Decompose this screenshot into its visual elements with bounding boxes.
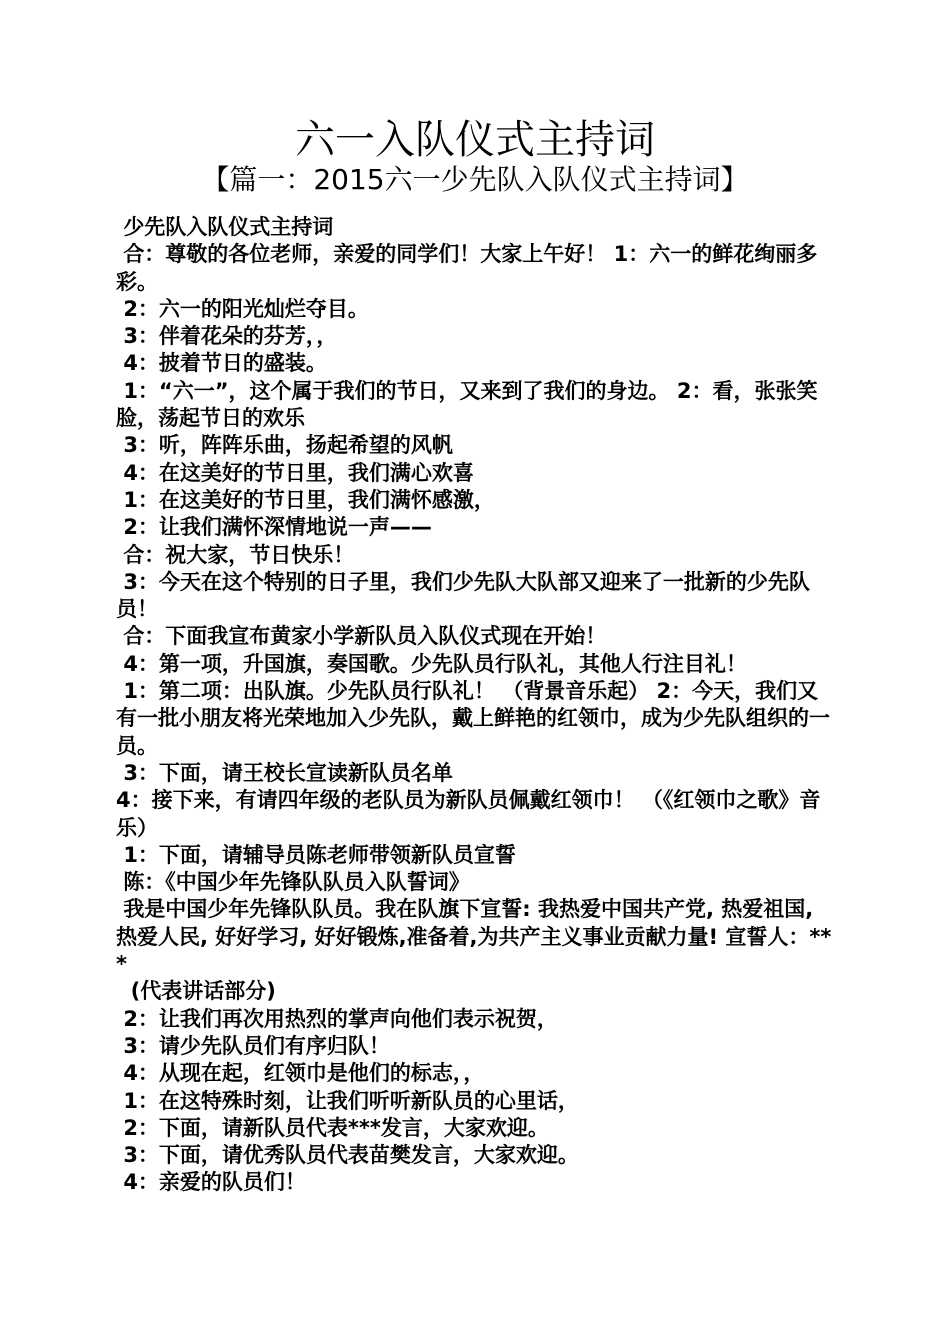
body-paragraph: 3：伴着花朵的芬芳，， <box>116 324 338 349</box>
body-paragraph: 4：披着节日的盛装。 <box>116 351 327 376</box>
body-paragraph: 3：下面，请优秀队员代表苗樊发言，大家欢迎。 <box>116 1143 579 1168</box>
body-paragraph: 3：下面，请王校长宣读新队员名单 <box>116 760 453 785</box>
body-paragraph: 4：接下来，有请四年级的老队员为新队员佩戴红领巾！ （《红领巾之歌》音乐） <box>116 788 821 840</box>
body-paragraph: 1：下面，请辅导员陈老师带领新队员宣誓 <box>116 842 516 867</box>
body-paragraph: 少先队入队仪式主持词 <box>116 215 334 239</box>
body-paragraph: 4：在这美好的节日里，我们满心欢喜 <box>116 460 474 485</box>
body-paragraph: 2：六一的阳光灿烂夺目。 <box>116 296 369 321</box>
body-paragraph: 1：在这特殊时刻，让我们听听新队员的心里话， <box>116 1088 579 1113</box>
body-paragraph: 1：“六一”，这个属于我们的节日，又来到了我们的身边。 2：看，张张笑脸，荡起节日的欢乐 <box>116 378 818 431</box>
body-paragraph: 3：听，阵阵乐曲，扬起希望的风帆 <box>116 433 453 458</box>
body-paragraph: 3：今天在这个特别的日子里，我们少先队大队部又迎来了一批新的少先队员！ <box>116 569 810 622</box>
body-paragraph: 4：从现在起，红领巾是他们的标志，， <box>116 1061 485 1086</box>
body-paragraph: 2：下面，请新队员代表***发言，大家欢迎。 <box>116 1115 549 1140</box>
body-paragraph: 4：第一项，升国旗，奏国歌。少先队员行队礼，其他人行注目礼！ <box>116 651 747 676</box>
body-paragraph: 2：让我们再次用热烈的掌声向他们表示祝贺， <box>116 1006 558 1031</box>
body-paragraph: 合：祝大家，节日快乐！ <box>116 542 355 567</box>
body-paragraph: (代表讲话部分) <box>116 979 276 1004</box>
body-paragraph: 合：尊敬的各位老师，亲爱的同学们！大家上午好！ 1：六一的鲜花绚丽多彩。 <box>116 242 818 294</box>
body-paragraph: 1：在这美好的节日里，我们满怀感激， <box>116 487 495 512</box>
body-paragraph: 我是中国少年先锋队队员。我在队旗下宣誓: 我热爱中国共产党, 热爱祖国, 热爱人民, 好好学习, 好好锻炼,准备着,为共产主义事业贡献力量! 宣誓人：*** <box>116 897 832 977</box>
body-paragraph: 4：亲爱的队员们！ <box>116 1170 306 1195</box>
body-paragraph: 合：下面我宣布黄家小学新队员入队仪式现在开始！ <box>116 624 607 649</box>
document-subtitle: 【篇一：2015六一少先队入队仪式主持词】 <box>201 163 749 196</box>
body-paragraph: 2：让我们满怀深情地说一声—— <box>116 515 432 540</box>
body-paragraph: 3：请少先队员们有序归队！ <box>116 1033 390 1058</box>
document-body <box>116 214 836 1197</box>
body-paragraph: 陈：《中国少年先锋队队员入队誓词》 <box>116 870 470 895</box>
document-title: 六一入队仪式主持词 <box>295 117 655 163</box>
body-paragraph: 1：第二项：出队旗。少先队员行队礼！ （背景音乐起） 2：今天，我们又有一批小朋友将光荣地加入少先队，戴上鲜艳的红领巾，成为少先队组织的一员。 <box>116 679 830 758</box>
